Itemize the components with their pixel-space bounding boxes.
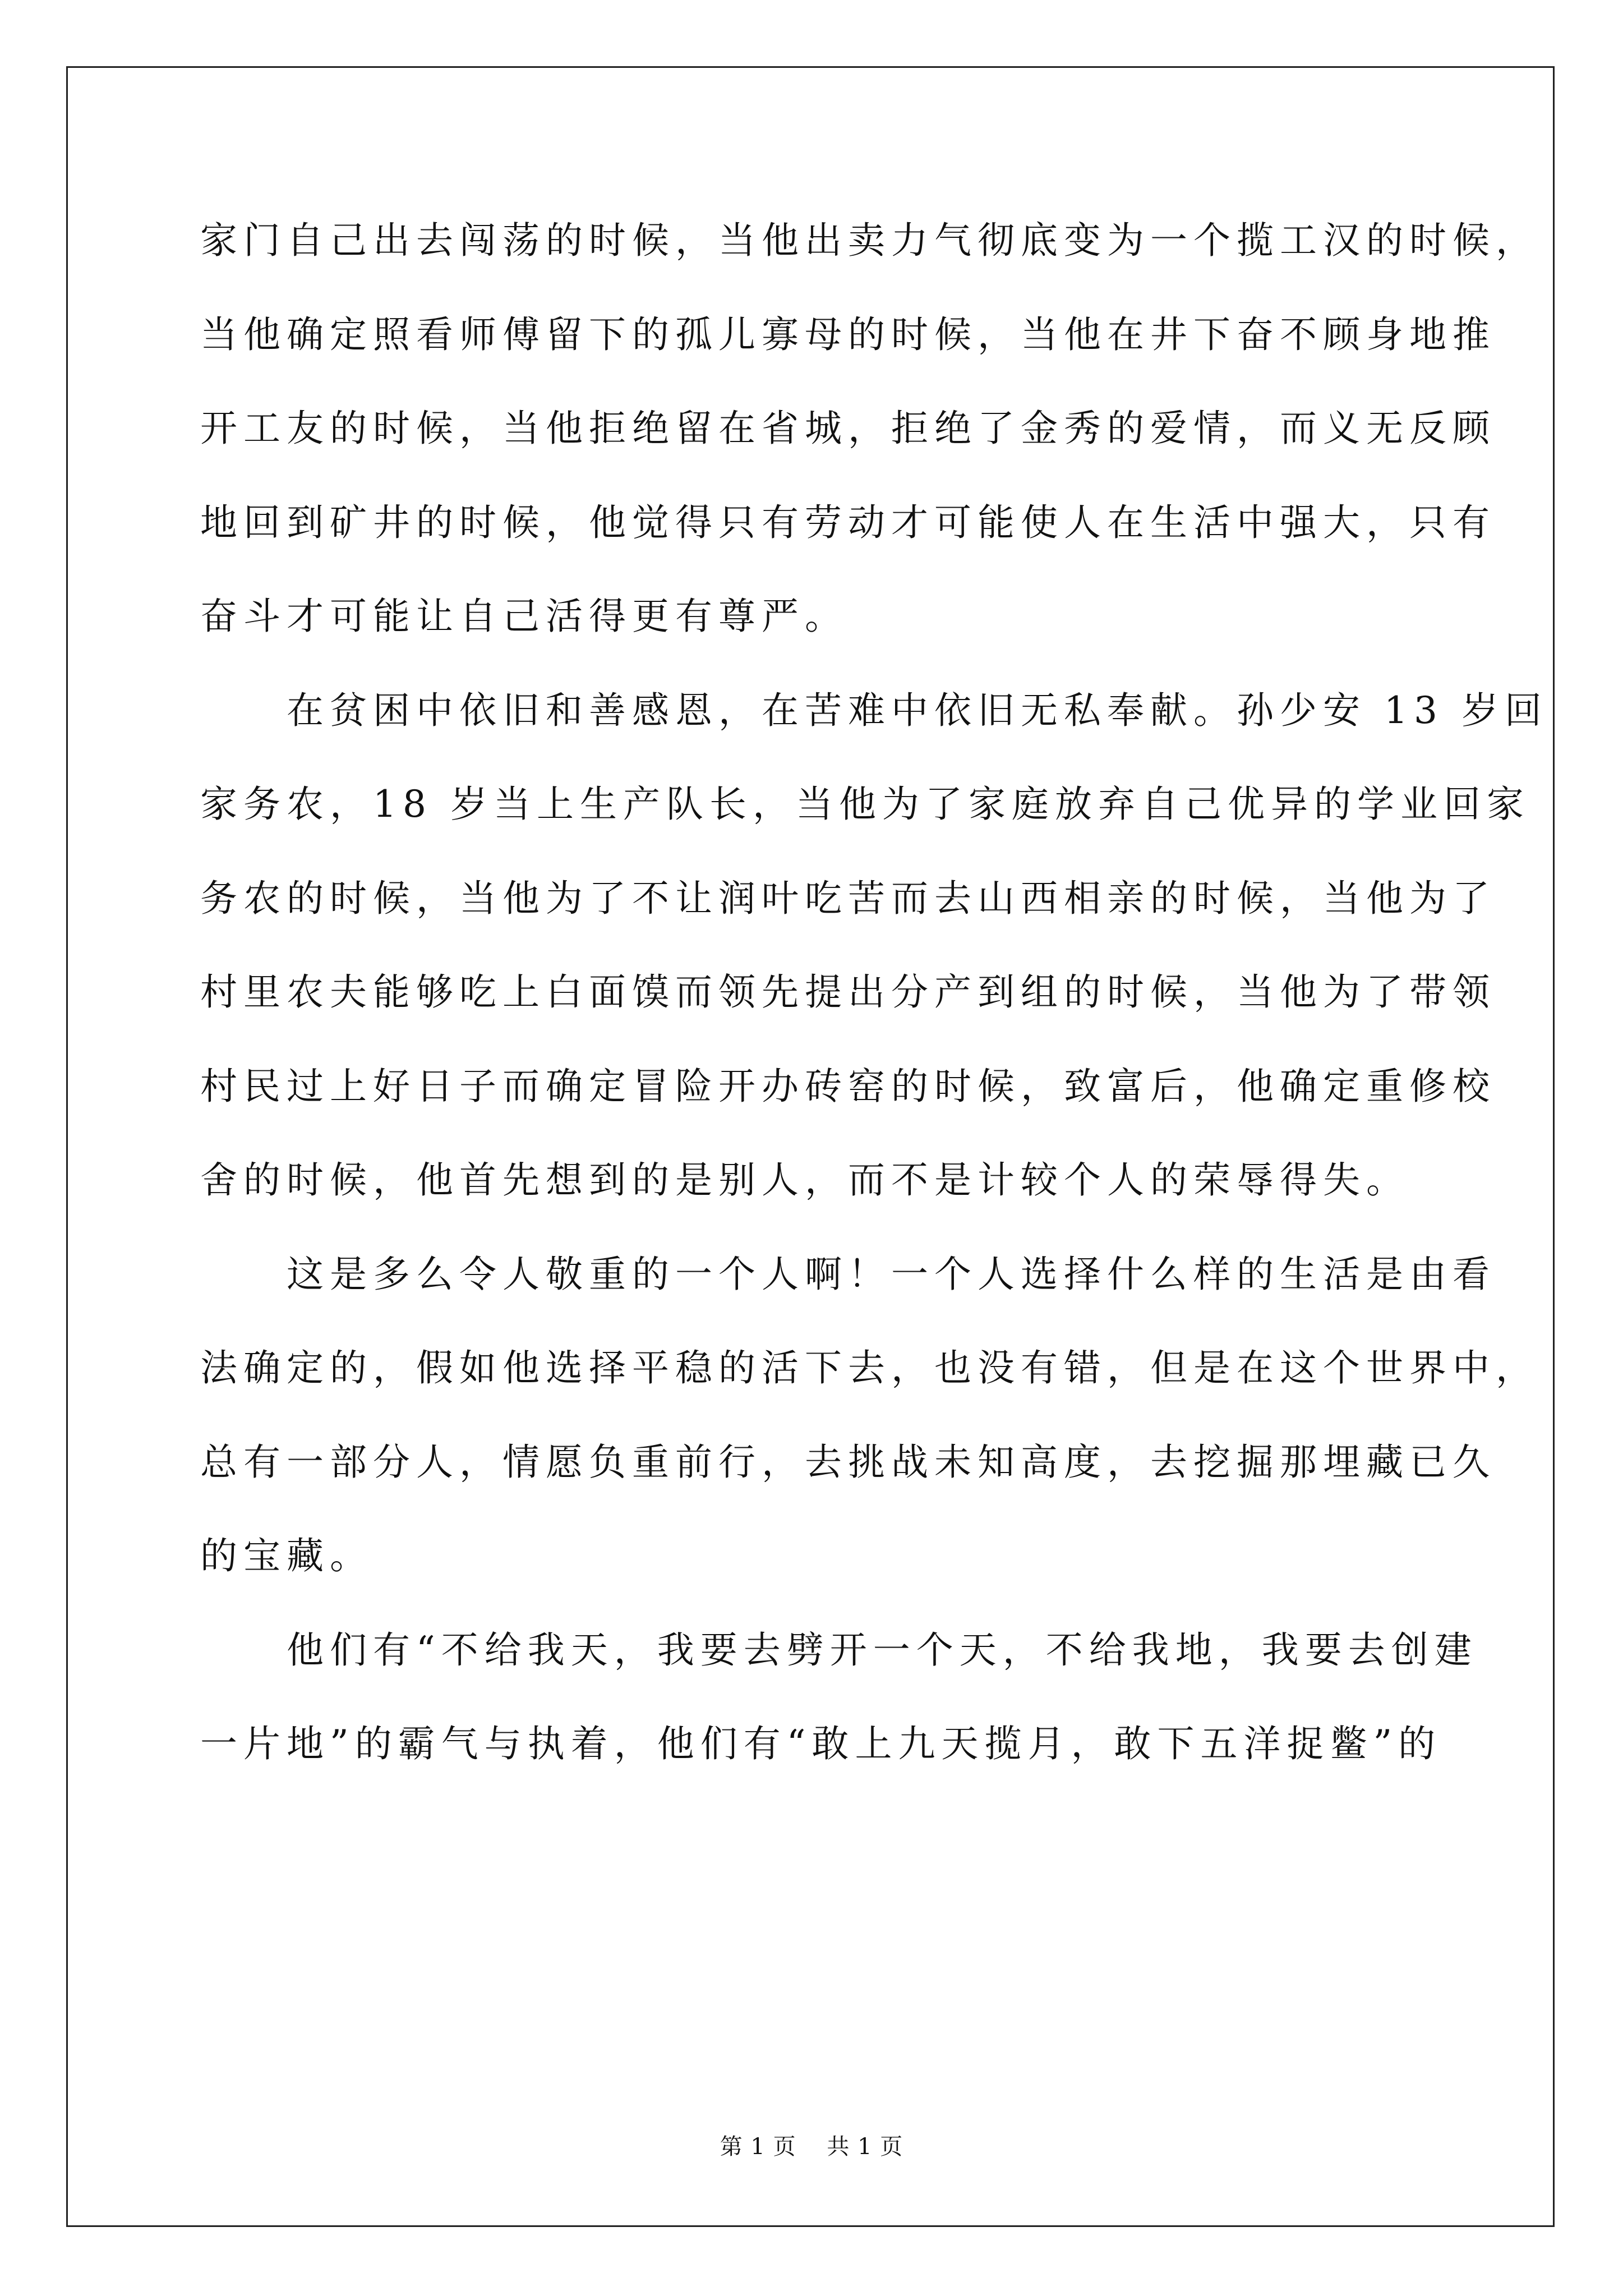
text-line: 总有一部分人，情愿负重前行，去挑战未知高度，去挖掘那埋藏已久 — [200, 1440, 1496, 1484]
text-line: 这是多么令人敬重的一个人啊！一个人选择什么样的生活是由看 — [200, 1252, 1496, 1296]
body-text — [200, 194, 1548, 1791]
text-line: 在贫困中依旧和善感恩，在苦难中依旧无私奉献。孙少安 13 岁回 — [200, 688, 1548, 732]
text-line: 一片地”的霸气与执着，他们有“敢上九天揽月，敢下五洋捉鳖”的 — [200, 1722, 1442, 1765]
page-footer: 第 1 页 共 1 页 — [720, 2134, 903, 2160]
text-line: 家门自己出去闯荡的时候，当他出卖力气彻底变为一个揽工汉的时候， — [200, 219, 1539, 262]
text-line: 开工友的时候，当他拒绝留在省城，拒绝了金秀的爱情，而义无反顾 — [200, 407, 1496, 450]
text-line: 舍的时候，他首先想到的是别人，而不是计较个人的荣辱得失。 — [200, 1158, 1409, 1202]
text-line: 村里农夫能够吃上白面馍而领先提出分产到组的时候，当他为了带领 — [200, 970, 1496, 1014]
text-line: 法确定的，假如他选择平稳的活下去，也没有错，但是在这个世界中， — [200, 1346, 1539, 1389]
text-line: 务农的时候，当他为了不让润叶吃苦而去山西相亲的时候，当他为了 — [200, 876, 1496, 920]
text-line: 的宝藏。 — [200, 1534, 373, 1577]
text-line: 当他确定照看师傅留下的孤儿寡母的时候，当他在井下奋不顾身地推 — [200, 312, 1496, 356]
text-line: 村民过上好日子而确定冒险开办砖窑的时候，致富后，他确定重修校 — [200, 1064, 1496, 1108]
text-line: 奋斗才可能让自己活得更有尊严。 — [200, 595, 848, 638]
text-line: 地回到矿井的时候，他觉得只有劳动才可能使人在生活中强大，只有 — [200, 500, 1496, 544]
text-line: 家务农，18 岁当上生产队长，当他为了家庭放弃自己优异的学业回家 — [200, 783, 1530, 826]
text-line: 他们有“不给我天，我要去劈开一个天，不给我地，我要去创建 — [200, 1628, 1478, 1672]
